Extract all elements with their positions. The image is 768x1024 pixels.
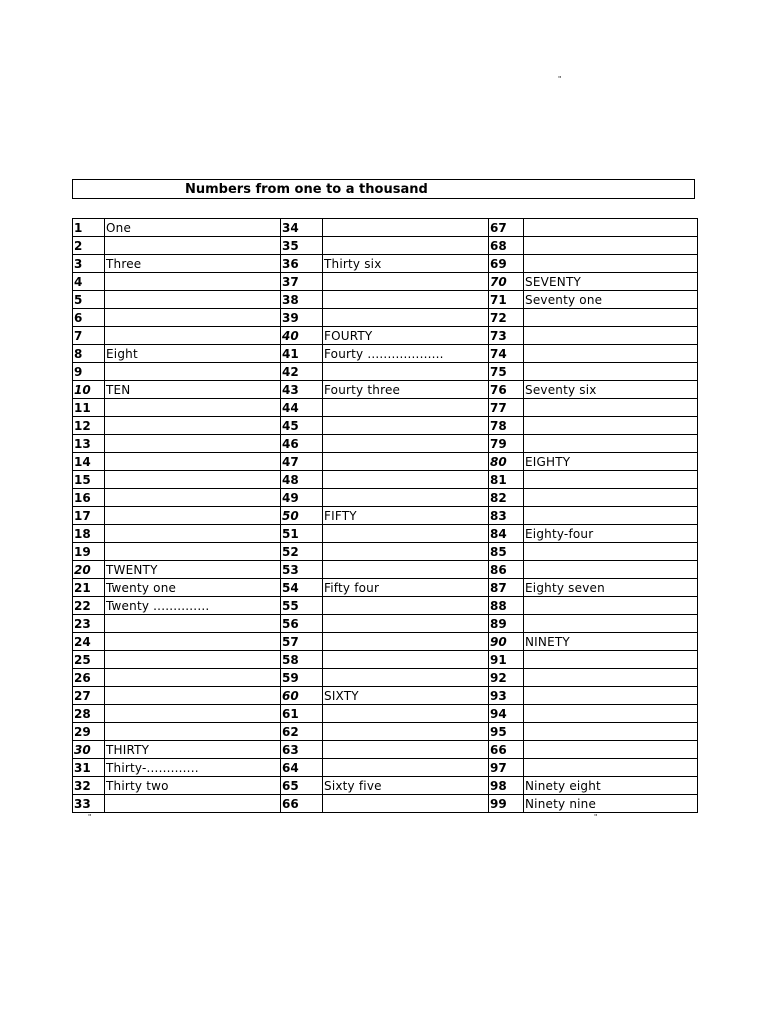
number-cell: 59	[281, 669, 323, 687]
stray-mark-bottom-left: "	[88, 813, 92, 821]
number-cell: 19	[73, 543, 105, 561]
table-row	[73, 579, 698, 597]
number-cell: 81	[489, 471, 524, 489]
word-cell	[105, 525, 281, 543]
number-cell: 16	[73, 489, 105, 507]
word-cell	[323, 417, 489, 435]
word-cell	[105, 615, 281, 633]
number-cell: 73	[489, 327, 524, 345]
number-cell: 32	[73, 777, 105, 795]
word-cell	[323, 525, 489, 543]
number-cell: 69	[489, 255, 524, 273]
number-cell: 74	[489, 345, 524, 363]
word-cell	[105, 273, 281, 291]
word-cell	[524, 741, 698, 759]
number-cell: 56	[281, 615, 323, 633]
number-cell: 61	[281, 705, 323, 723]
word-cell	[105, 705, 281, 723]
number-cell: 28	[73, 705, 105, 723]
number-cell: 30	[73, 741, 105, 759]
table-row	[73, 525, 698, 543]
word-cell: SEVENTY	[524, 273, 698, 291]
word-cell	[524, 345, 698, 363]
page-title: Numbers from one to a thousand	[185, 182, 428, 197]
number-cell: 57	[281, 633, 323, 651]
number-cell: 33	[73, 795, 105, 813]
word-cell: Three	[105, 255, 281, 273]
word-cell	[524, 237, 698, 255]
number-cell: 82	[489, 489, 524, 507]
table-row	[73, 687, 698, 705]
number-cell: 83	[489, 507, 524, 525]
table-row	[73, 219, 698, 237]
number-cell: 49	[281, 489, 323, 507]
number-cell: 95	[489, 723, 524, 741]
number-cell: 13	[73, 435, 105, 453]
word-cell: Sixty five	[323, 777, 489, 795]
number-cell: 53	[281, 561, 323, 579]
word-cell: Thirty-.............	[105, 759, 281, 777]
table-row	[73, 507, 698, 525]
word-cell	[524, 255, 698, 273]
word-cell	[524, 435, 698, 453]
word-cell	[105, 435, 281, 453]
word-cell	[323, 399, 489, 417]
table-row	[73, 291, 698, 309]
number-cell: 91	[489, 651, 524, 669]
number-cell: 15	[73, 471, 105, 489]
word-cell	[323, 705, 489, 723]
number-cell: 58	[281, 651, 323, 669]
word-cell: Eighty seven	[524, 579, 698, 597]
number-cell: 6	[73, 309, 105, 327]
number-cell: 48	[281, 471, 323, 489]
word-cell	[105, 633, 281, 651]
word-cell	[323, 435, 489, 453]
table-row	[73, 399, 698, 417]
table-row	[73, 273, 698, 291]
word-cell: FOURTY	[323, 327, 489, 345]
word-cell: Twenty one	[105, 579, 281, 597]
number-cell: 2	[73, 237, 105, 255]
word-cell	[524, 651, 698, 669]
number-cell: 7	[73, 327, 105, 345]
word-cell	[524, 471, 698, 489]
table-row	[73, 615, 698, 633]
number-cell: 63	[281, 741, 323, 759]
word-cell	[105, 651, 281, 669]
word-cell	[524, 687, 698, 705]
word-cell	[105, 309, 281, 327]
number-cell: 80	[489, 453, 524, 471]
word-cell	[524, 759, 698, 777]
word-cell: Thirty two	[105, 777, 281, 795]
numbers-table	[72, 218, 698, 813]
number-cell: 34	[281, 219, 323, 237]
table-row	[73, 669, 698, 687]
number-cell: 76	[489, 381, 524, 399]
number-cell: 47	[281, 453, 323, 471]
number-cell: 87	[489, 579, 524, 597]
word-cell	[105, 363, 281, 381]
number-cell: 66	[281, 795, 323, 813]
number-cell: 36	[281, 255, 323, 273]
word-cell	[524, 219, 698, 237]
word-cell: FIFTY	[323, 507, 489, 525]
number-cell: 65	[281, 777, 323, 795]
word-cell	[524, 669, 698, 687]
word-cell: Seventy one	[524, 291, 698, 309]
word-cell	[105, 669, 281, 687]
table-row	[73, 741, 698, 759]
table-row	[73, 795, 698, 813]
number-cell: 86	[489, 561, 524, 579]
table-row	[73, 723, 698, 741]
word-cell	[524, 363, 698, 381]
number-cell: 45	[281, 417, 323, 435]
table-row	[73, 759, 698, 777]
word-cell	[105, 471, 281, 489]
number-cell: 84	[489, 525, 524, 543]
number-cell: 31	[73, 759, 105, 777]
word-cell	[524, 489, 698, 507]
word-cell	[323, 543, 489, 561]
table-row	[73, 597, 698, 615]
word-cell	[323, 741, 489, 759]
number-cell: 92	[489, 669, 524, 687]
number-cell: 10	[73, 381, 105, 399]
number-cell: 66	[489, 741, 524, 759]
word-cell	[105, 795, 281, 813]
table-row	[73, 327, 698, 345]
number-cell: 93	[489, 687, 524, 705]
number-cell: 72	[489, 309, 524, 327]
table-row	[73, 651, 698, 669]
number-cell: 70	[489, 273, 524, 291]
table-row	[73, 453, 698, 471]
word-cell	[323, 561, 489, 579]
number-cell: 40	[281, 327, 323, 345]
number-cell: 97	[489, 759, 524, 777]
table-row	[73, 705, 698, 723]
word-cell	[524, 597, 698, 615]
word-cell	[105, 417, 281, 435]
word-cell: One	[105, 219, 281, 237]
number-cell: 24	[73, 633, 105, 651]
word-cell: TWENTY	[105, 561, 281, 579]
number-cell: 27	[73, 687, 105, 705]
number-cell: 78	[489, 417, 524, 435]
word-cell	[323, 273, 489, 291]
number-cell: 29	[73, 723, 105, 741]
word-cell: Thirty six	[323, 255, 489, 273]
table-row	[73, 255, 698, 273]
word-cell	[524, 543, 698, 561]
number-cell: 42	[281, 363, 323, 381]
number-cell: 1	[73, 219, 105, 237]
word-cell: Twenty ..............	[105, 597, 281, 615]
word-cell	[323, 489, 489, 507]
number-cell: 50	[281, 507, 323, 525]
number-cell: 99	[489, 795, 524, 813]
number-cell: 43	[281, 381, 323, 399]
table-row	[73, 417, 698, 435]
table-row	[73, 471, 698, 489]
word-cell	[323, 219, 489, 237]
number-cell: 51	[281, 525, 323, 543]
word-cell	[524, 417, 698, 435]
number-cell: 62	[281, 723, 323, 741]
word-cell	[323, 453, 489, 471]
word-cell	[105, 291, 281, 309]
word-cell: SIXTY	[323, 687, 489, 705]
word-cell	[323, 669, 489, 687]
number-cell: 88	[489, 597, 524, 615]
word-cell: Fourty ...................	[323, 345, 489, 363]
table-row	[73, 561, 698, 579]
title-box	[72, 179, 695, 199]
word-cell: Seventy six	[524, 381, 698, 399]
number-cell: 25	[73, 651, 105, 669]
word-cell: NINETY	[524, 633, 698, 651]
number-cell: 17	[73, 507, 105, 525]
word-cell	[524, 309, 698, 327]
number-cell: 54	[281, 579, 323, 597]
word-cell	[105, 507, 281, 525]
word-cell	[323, 795, 489, 813]
word-cell	[323, 759, 489, 777]
word-cell	[105, 453, 281, 471]
table-row	[73, 381, 698, 399]
number-cell: 55	[281, 597, 323, 615]
word-cell	[524, 327, 698, 345]
word-cell	[105, 327, 281, 345]
word-cell	[105, 399, 281, 417]
word-cell	[323, 471, 489, 489]
number-cell: 18	[73, 525, 105, 543]
word-cell	[323, 597, 489, 615]
word-cell	[323, 633, 489, 651]
number-cell: 71	[489, 291, 524, 309]
number-cell: 11	[73, 399, 105, 417]
word-cell	[323, 363, 489, 381]
word-cell: Eighty-four	[524, 525, 698, 543]
number-cell: 41	[281, 345, 323, 363]
word-cell	[323, 651, 489, 669]
number-cell: 39	[281, 309, 323, 327]
number-cell: 20	[73, 561, 105, 579]
number-cell: 4	[73, 273, 105, 291]
number-cell: 35	[281, 237, 323, 255]
number-cell: 3	[73, 255, 105, 273]
stray-mark-top: "	[558, 75, 562, 83]
number-cell: 67	[489, 219, 524, 237]
word-cell	[105, 723, 281, 741]
word-cell	[524, 615, 698, 633]
word-cell: EIGHTY	[524, 453, 698, 471]
number-cell: 37	[281, 273, 323, 291]
table-row	[73, 435, 698, 453]
number-cell: 77	[489, 399, 524, 417]
word-cell	[105, 237, 281, 255]
numbers-table-body	[73, 219, 698, 813]
word-cell	[524, 561, 698, 579]
word-cell: Ninety eight	[524, 777, 698, 795]
word-cell	[323, 615, 489, 633]
word-cell	[524, 705, 698, 723]
word-cell: THIRTY	[105, 741, 281, 759]
word-cell	[105, 543, 281, 561]
table-row	[73, 543, 698, 561]
number-cell: 14	[73, 453, 105, 471]
word-cell	[524, 723, 698, 741]
number-cell: 52	[281, 543, 323, 561]
number-cell: 64	[281, 759, 323, 777]
number-cell: 79	[489, 435, 524, 453]
number-cell: 8	[73, 345, 105, 363]
table-row	[73, 309, 698, 327]
number-cell: 75	[489, 363, 524, 381]
number-cell: 94	[489, 705, 524, 723]
word-cell: Fourty three	[323, 381, 489, 399]
word-cell	[105, 489, 281, 507]
word-cell	[105, 687, 281, 705]
number-cell: 26	[73, 669, 105, 687]
table-row	[73, 633, 698, 651]
word-cell	[323, 291, 489, 309]
table-row	[73, 237, 698, 255]
word-cell: Ninety nine	[524, 795, 698, 813]
number-cell: 38	[281, 291, 323, 309]
number-cell: 5	[73, 291, 105, 309]
word-cell: Eight	[105, 345, 281, 363]
table-row	[73, 363, 698, 381]
number-cell: 12	[73, 417, 105, 435]
number-cell: 22	[73, 597, 105, 615]
number-cell: 46	[281, 435, 323, 453]
table-row	[73, 345, 698, 363]
word-cell	[524, 399, 698, 417]
number-cell: 60	[281, 687, 323, 705]
word-cell: TEN	[105, 381, 281, 399]
number-cell: 21	[73, 579, 105, 597]
word-cell	[524, 507, 698, 525]
table-row	[73, 777, 698, 795]
number-cell: 85	[489, 543, 524, 561]
number-cell: 23	[73, 615, 105, 633]
table-row	[73, 489, 698, 507]
word-cell	[323, 309, 489, 327]
number-cell: 68	[489, 237, 524, 255]
word-cell	[323, 723, 489, 741]
number-cell: 98	[489, 777, 524, 795]
stray-mark-bottom-right: "	[594, 813, 598, 821]
word-cell: Fifty four	[323, 579, 489, 597]
number-cell: 89	[489, 615, 524, 633]
word-cell	[323, 237, 489, 255]
number-cell: 44	[281, 399, 323, 417]
number-cell: 90	[489, 633, 524, 651]
number-cell: 9	[73, 363, 105, 381]
